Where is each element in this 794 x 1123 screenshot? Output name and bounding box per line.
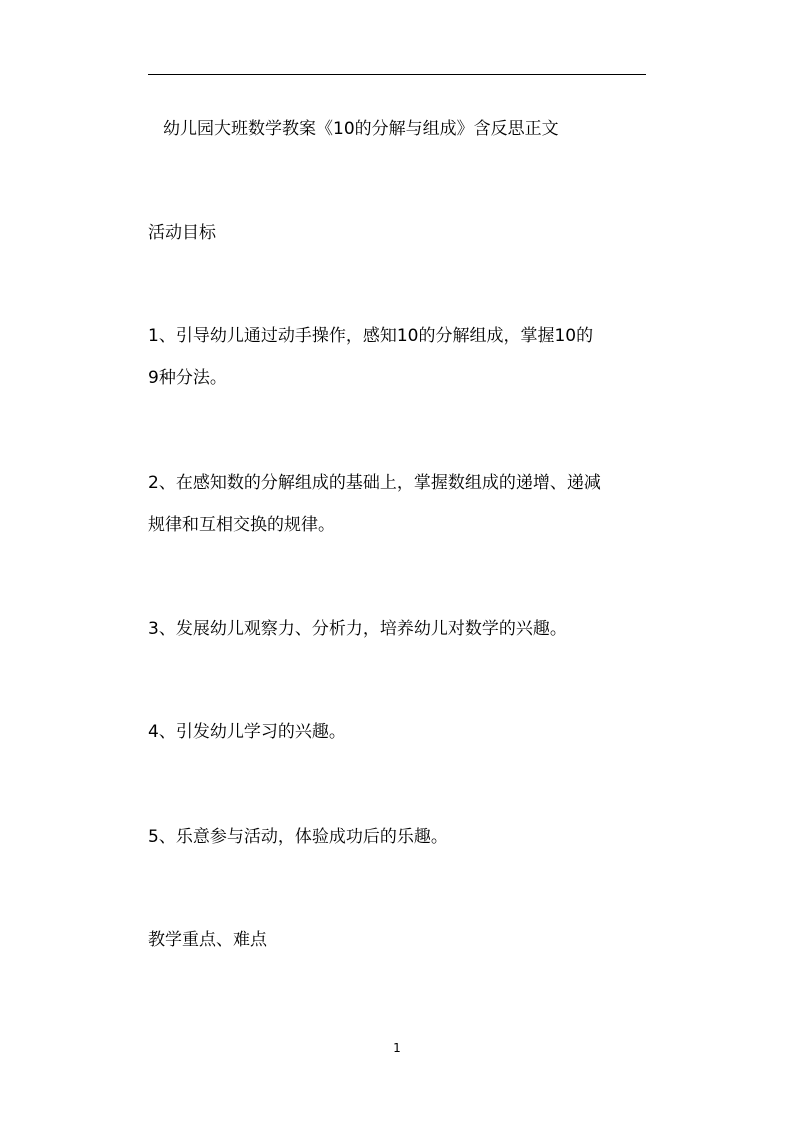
section-heading-goals: 活动目标 bbox=[148, 223, 216, 243]
document-title: 幼儿园大班数学教案《10的分解与组成》含反思正文 bbox=[163, 119, 559, 139]
goal-1-line-1: 1、引导幼儿通过动手操作，感知10的分解组成，掌握10的 bbox=[148, 326, 594, 346]
page-number: 1 bbox=[393, 1041, 401, 1055]
goal-2-line-1: 2、在感知数的分解组成的基础上，掌握数组成的递增、递减 bbox=[148, 473, 601, 493]
section-heading-key-points: 教学重点、难点 bbox=[148, 930, 267, 950]
goal-2-line-2: 规律和互相交换的规律。 bbox=[148, 515, 335, 535]
goal-1-line-2: 9种分法。 bbox=[148, 368, 227, 388]
goal-4: 4、引发幼儿学习的兴趣。 bbox=[148, 722, 346, 742]
header-rule bbox=[148, 74, 646, 75]
goal-3: 3、发展幼儿观察力、分析力，培养幼儿对数学的兴趣。 bbox=[148, 619, 567, 639]
goal-5: 5、乐意参与活动，体验成功后的乐趣。 bbox=[148, 827, 448, 847]
